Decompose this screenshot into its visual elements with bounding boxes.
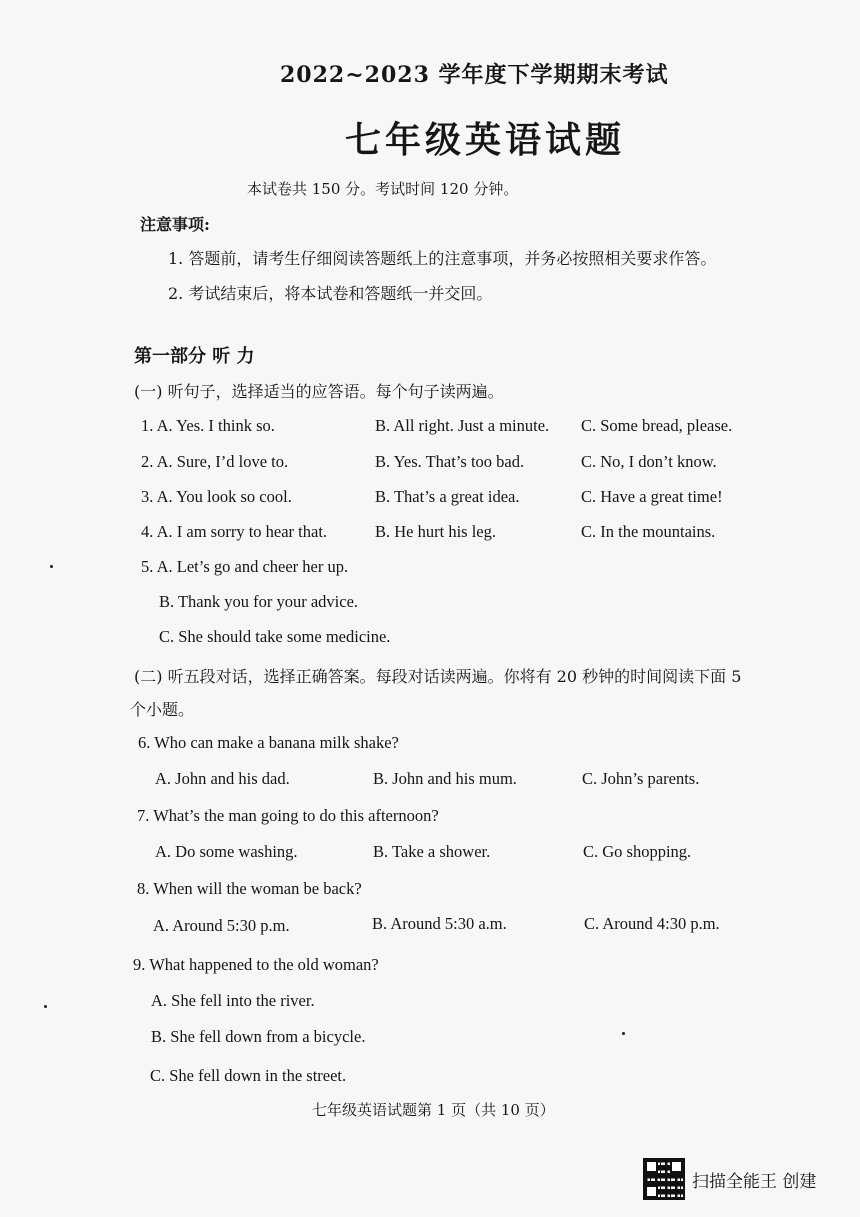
note-item: 2. 考试结束后，将本试卷和答题纸一并交回。: [168, 284, 493, 303]
option-b: B. All right. Just a minute.: [375, 416, 550, 435]
option-a: A. Do some washing.: [155, 842, 298, 861]
speck: [50, 565, 53, 568]
option-a: 1. A. Yes. I think so.: [141, 416, 275, 435]
question-stem: 7. What’s the man going to do this afternoon?: [137, 806, 439, 825]
part-title: 第一部分 听 力: [134, 346, 255, 367]
option-b: B. John and his mum.: [373, 769, 517, 788]
option-b: B. Thank you for your advice.: [159, 592, 359, 611]
option-a: 3. A. You look so cool.: [141, 487, 292, 506]
option-a: 2. A. Sure, I’d love to.: [141, 452, 289, 471]
option-c: C. John’s parents.: [582, 769, 700, 788]
exam-title: 七年级英语试题: [345, 119, 626, 161]
speck: [622, 1032, 625, 1035]
section-instruction: (一) 听句子，选择适当的应答语。每个句子读两遍。: [134, 382, 504, 401]
option-b: B. She fell down from a bicycle.: [151, 1027, 366, 1046]
page-footer: 七年级英语试题第 1 页（共 10 页）: [312, 1101, 555, 1119]
score-info: 本试卷共 150 分。考试时间 120 分钟。: [247, 180, 519, 198]
option-b: B. He hurt his leg.: [375, 522, 496, 541]
question-stem: 8. When will the woman be back?: [137, 879, 362, 898]
section-instruction: (二) 听五段对话，选择正确答案。每段对话读两遍。你将有 20 秒钟的时间阅读下面 5: [134, 667, 742, 686]
option-a: 4. A. I am sorry to hear that.: [141, 522, 328, 541]
question-stem: 6. Who can make a banana milk shake?: [138, 733, 399, 752]
option-b: B. Around 5:30 a.m.: [372, 914, 507, 933]
option-b: B. Take a shower.: [373, 842, 491, 861]
section-instruction-cont: 个小题。: [130, 700, 195, 719]
question-stem: 9. What happened to the old woman?: [133, 955, 379, 974]
option-c: C. She fell down in the street.: [150, 1066, 347, 1085]
option-a: A. She fell into the river.: [151, 991, 315, 1010]
option-c: C. Around 4:30 p.m.: [584, 914, 720, 933]
option-c: C. In the mountains.: [581, 522, 716, 541]
option-c: C. Go shopping.: [583, 842, 692, 861]
option-c: C. Some bread, please.: [581, 416, 733, 435]
option-c: C. She should take some medicine.: [159, 627, 391, 646]
option-c: C. No, I don’t know.: [581, 452, 717, 471]
option-a: A. Around 5:30 p.m.: [153, 916, 290, 935]
option-a: A. John and his dad.: [155, 769, 290, 788]
notes-heading: 注意事项:: [140, 215, 210, 234]
option-b: B. Yes. That’s too bad.: [375, 452, 525, 471]
year-title: 2022~2023 学年度下学期期末考试: [280, 62, 669, 88]
option-a: 5. A. Let’s go and cheer her up.: [141, 557, 349, 576]
speck: [44, 1005, 47, 1008]
qr-code-icon: [645, 1160, 683, 1198]
note-item: 1. 答题前，请考生仔细阅读答题纸上的注意事项，并务必按照相关要求作答。: [168, 249, 717, 268]
scanner-watermark: 扫描全能王 创建: [692, 1172, 817, 1192]
option-c: C. Have a great time!: [581, 487, 723, 506]
option-b: B. That’s a great idea.: [375, 487, 520, 506]
